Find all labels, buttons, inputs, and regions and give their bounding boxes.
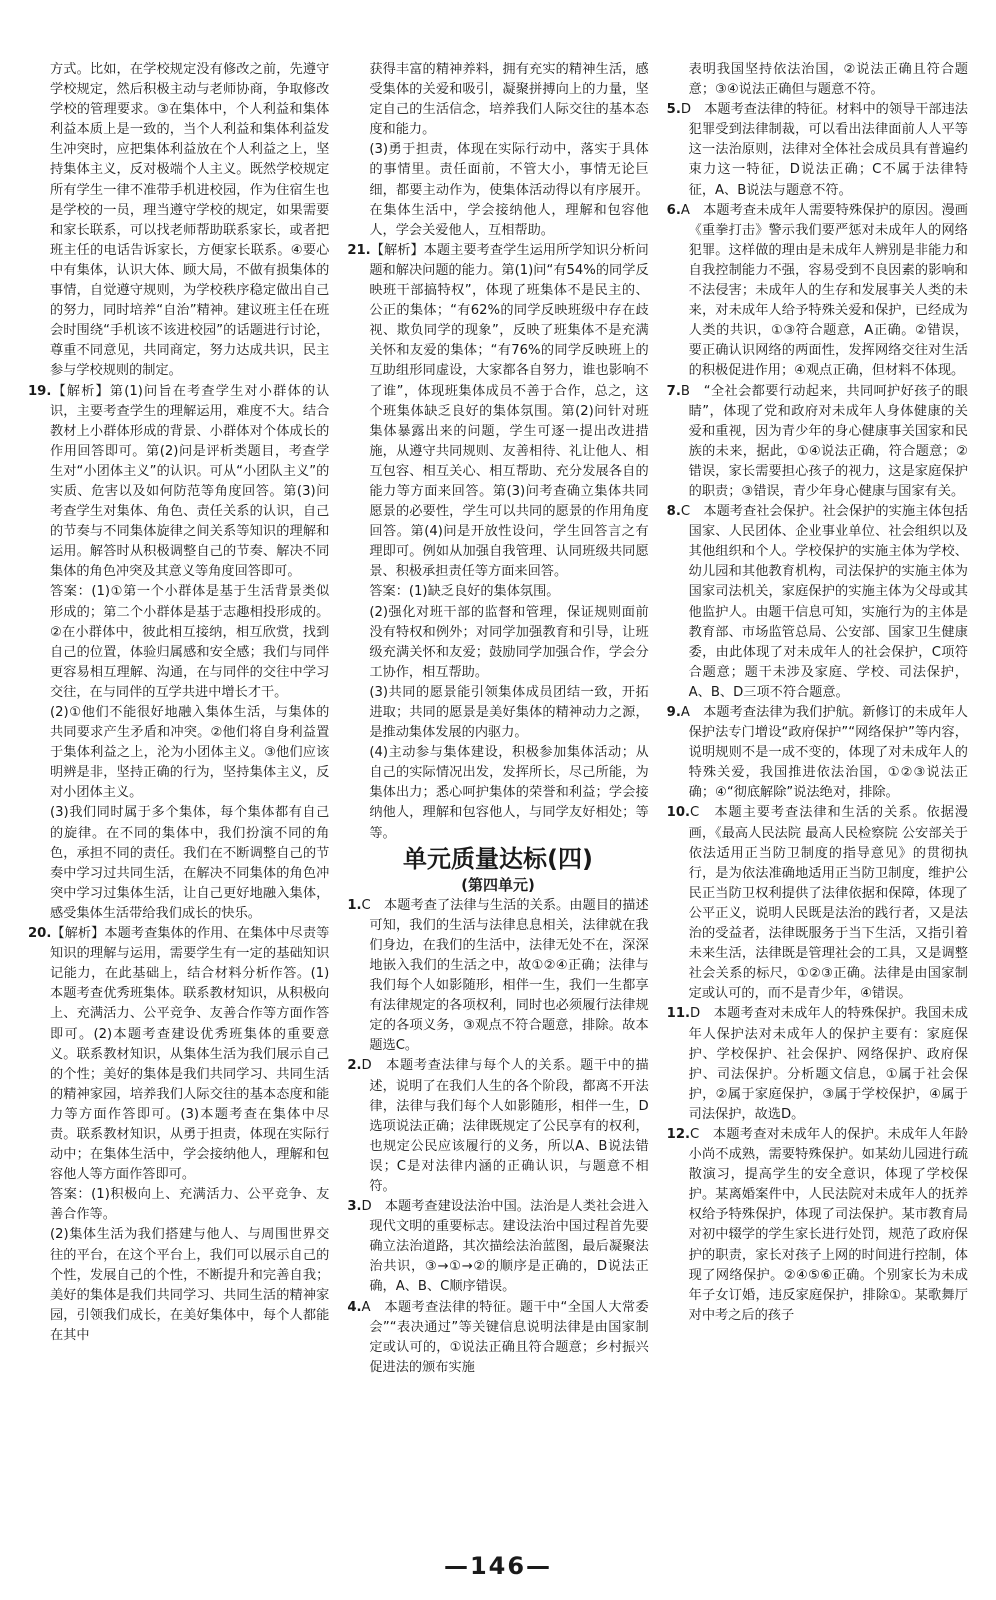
question-answer xyxy=(667,803,968,1004)
answer-text: 【解析】第(1)问旨在考查学生对小群体的认识，主要考查学生的理解运用，难度不大。结合教材上小群体形成的背景、小群体对个体成长的作用回答即可。第(2)问是评析类题目，考查学生对“小团体主义”的认识。可从“小团队主义”的实质、危害以及如何防范等角度回答。第(3)问考查学生对集体、角色、责任关系的认识，自己的节奏与不同集体旋律之间关系等知识的理解和运用。解答时从积极调整自己的节奏、解决不同集体的角色冲突及其意义等角度回答即可。 xyxy=(50,383,330,580)
question-answer xyxy=(667,502,968,703)
question-answer xyxy=(667,100,968,200)
answer-paragraph: 答案：(1)①第一个小群体是基于生活背景类似形成的；第二个小群体是基于志趣相投形成的。②在小群体中，彼此相互接纳，相互欣赏，找到自己的位置，体验归属感和安全感；我们与同伴更容易相互理解、沟通，在与同伴的交往中学习交往，在与同伴的互学共进中增长才干。 xyxy=(50,584,330,700)
answer-paragraph: 获得丰富的精神养料，拥有充实的精神生活，感受集体的关爱和吸引，凝聚拼搏向上的力量，坚定自己的生活信念，培养我们人际交往的基本态度和能力。 xyxy=(369,62,649,138)
question-answer xyxy=(347,1197,648,1297)
answer-paragraph: (2)①他们不能很好地融入集体生活，与集体的共同要求产生矛盾和冲突。②他们将自身利益置于集体利益之上，沦为小团体主义。③他们应该明辨是非，坚持正确的行为，坚持集体主义，反对小团体主义。 xyxy=(50,705,330,801)
question-answer xyxy=(347,1056,648,1197)
answer-text: 【解析】本题考查集体的作用、在集体中尽责等知识的理解与运用，需要学生有一定的基础知识记能力，在此基础上，结合材料分析作答。(1)本题考查优秀班集体。联系教材知识，从积极向上、充满活力、公平竞争、友善合作等方面作答即可。(2)本题考查建设优秀班集体的重要意义。联系教材知识，从集体生活为我们展示自己的个性；美好的集体是我们共同学习、共同生活的精神家园，培养我们人际交往的基本态度和能力等方面作答即可。(3)本题考查在集体中尽责。联系教材知识，从勇于担责，体现在实际行动中；在集体生活中，学会接纳他人，理解和包容他人等方面作答即可。 xyxy=(50,926,330,1183)
question-number: 10. xyxy=(666,805,691,821)
answer-text: 【解析】本题主要考查学生运用所学知识分析问题和解决问题的能力。第(1)问“有54%的同学反映班干部搞特权”，体现了班集体不是民主的、公正的集体；“有62%的同学反映班级中存在歧视、欺负同学的现象”，反映了班集体不是充满关怀和友爱的集体；“有76%的同学反映班上的互助组形同虚设，大家都各自努力，谁也影响不了谁”，体现班集体成员不善于合作，总之，这个班集体缺乏良好的集体氛围。第(2)问针对班集体暴露出来的问题，学生可逐一提出改进措施，从遵守共同规则、友善相待、礼让他人、相互包容、相互关心、相互帮助、充分发展各自的能力等方面来回答。第(3)问考查确立集体共同愿景的必要性，学生可以共同的愿景的作用角度回答。第(4)问是开放性设问，学生回答言之有理即可。例如从加强自我管理、认同班级共同愿景、积极承担责任等方面来回答。 xyxy=(369,242,649,580)
question-number: 6. xyxy=(666,202,681,218)
column-middle xyxy=(347,60,648,1550)
question-number: 12. xyxy=(666,1126,691,1142)
answer-paragraph: (2)集体生活为我们搭建与他人、与周围世界交往的平台，在这个平台上，我们可以展示自己的个性，发展自己的个性，不断提升和完善自我；美好的集体是我们共同学习、共同生活的精神家园，引领我们成长，在美好集体中，每个人都能在其中 xyxy=(50,1227,330,1343)
answer-text: C 本题考查了法律与生活的关系。由题目的描述可知，我们的生活与法律息息相关，法律就在我们身边，在我们的生活中，法律无处不在，深深地嵌入我们的生活之中，故①②④正确；法律与我们每个人如影随形，相伴一生，我们一生都享有法律规定的各项权利，同时也必须履行法律规定的各项义务，③观点不符合题意，排除。故本题选C。 xyxy=(361,897,649,1054)
answer-text: B “全社会都要行动起来，共同呵护好孩子的眼睛”，体现了党和政府对未成年人身体健康的关爱和重视，因为青少年的身心健康事关国家和民族的未来，据此，①④说法正确，符合题意；②错误，家长需要担心孩子的视力，这是家庭保护的职责；③错误，青少年身心健康与国家有关。 xyxy=(680,383,968,499)
question-number: 9. xyxy=(666,705,681,720)
column-left xyxy=(28,60,329,1550)
question-number: 20. xyxy=(28,926,52,942)
question-answer xyxy=(667,703,968,803)
question-answer xyxy=(28,382,329,583)
answer-text: C 本题主要考查法律和生活的关系。依据漫画，《最高人民法院 最高人民检察院 公安部关于依法适用正当防卫制度的指导意见》的贯彻执行，是为依法准确地适用正当防卫制度，维护公民正当防卫权利提供了法律依据和保障，体现了公平正义，说明人民既是法治的践行者，又是法治的受益者，法律既服务于当下生活，又指引着未来生活，法律既是管理社会的工具，又是调整社会关系的标尺，①②③正确。法律是由国家制定或认可的，而不是青少年，④错误。 xyxy=(688,805,968,1002)
answer-text: D 本题考查法律与每个人的关系。题干中的描述，说明了在我们人生的各个阶段，都离不开法律，法律与我们每个人如影随形，相伴一生，D选项说法正确；法律既规定了公民享有的权利，也规定公民应该履行的义务，所以A、B说法错误；C是对法律内涵的正确认识，与题意不相符。 xyxy=(361,1058,649,1194)
question-number: 3. xyxy=(347,1199,362,1215)
question-number: 4. xyxy=(347,1299,362,1315)
answer-key-page xyxy=(28,60,968,1550)
answer-paragraph: (4)主动参与集体建设，积极参加集体活动；从自己的实际情况出发，发挥所长，尽己所能，为集体出力；悉心呵护集体的荣誉和利益；学会接纳他人，理解和包容他人，与同学友好相处；等等。 xyxy=(369,745,649,841)
question-answer xyxy=(28,924,329,1185)
answer-paragraph: (3)勇于担责，体现在实际行动中，落实于具体的事情里。责任面前，不管大小，事情无论巨细，都要主动作为，使集体活动得以有序展开。在集体生活中，学会接纳他人，理解和包容他人，学会关爱他人，互相帮助。 xyxy=(369,142,649,238)
answer-paragraph: (3)共同的愿景能引领集体成员团结一致，开拓进取；共同的愿景是美好集体的精神动力之源，是推动集体发展的内驱力。 xyxy=(369,684,649,741)
column-right xyxy=(667,60,968,1550)
question-answer xyxy=(347,241,648,583)
answer-text: C 本题考查社会保护。社会保护的实施主体包括国家、人民团体、企业事业单位、社会组织以及其他组织和个人。学校保护的实施主体为学校、幼儿园和其他教育机构，司法保护的实施主体为国家司法机关，家庭保护的实施主体为父母或其他监护人。由题干信息可知，实施行为的主体是教育部、市场监管总局、公安部、国家卫生健康委，由此体现了对未成年人的社会保护，C项符合题意；题干未涉及家庭、学校、司法保护，A、B、D三项不符合题意。 xyxy=(680,504,968,700)
answer-text: D 本题考查建设法治中国。法治是人类社会进入现代文明的重要标志。建设法治中国过程首先要确立法治道路，其次描绘法治蓝图，最后凝聚法治共识，③→①→②的顺序是正确的，D说法正确，A、B、C顺序错误。 xyxy=(361,1199,649,1295)
question-answer xyxy=(667,382,968,503)
question-number: 5. xyxy=(666,102,681,118)
section-subtitle: (第四单元) xyxy=(461,875,535,894)
answer-paragraph: 方式。比如，在学校规定没有修改之前，先遵守学校规定，然后积极主动与老师协商，争取修改学校的管理要求。③在集体中，个人利益和集体利益本质上是一致的，当个人利益和集体利益发生冲突时，应把集体利益放在个人利益之上，坚持集体主义，反对极端个人主义。既然学校规定所有学生一律不准带手机进校园，作为住宿生也是学校的一员，理当遵守学校的规定，如果需要和家长联系，可以找老师帮助联系家长，或者把班主任的电话告诉家长，方便家长联系。④要心中有集体，认识大体、顾大局，不做有损集体的事情，自觉遵守规则，为学校秩序稳定做出自己的努力，同时培养“自治”精神。建议班主任在班会时围绕“手机该不该进校园”的话题进行讨论，尊重不同意见，共同商定，努力达成共识，民主参与学校规则的制定。 xyxy=(50,62,330,379)
question-number: 11. xyxy=(666,1006,691,1022)
answer-text: D 本题考查对未成年人的特殊保护。我国未成年人保护法对未成年人的保护主要有：家庭保护、学校保护、社会保护、网络保护、政府保护、司法保护。分析题文信息，①属于社会保护，②属于家庭保护，③属于学校保护，④属于司法保护，故选D。 xyxy=(688,1006,968,1122)
question-number: 19. xyxy=(28,383,52,399)
answer-text: C 本题考查对未成年人的保护。未成年人年龄小尚不成熟，需要特殊保护。如某幼儿园进行疏散演习，提高学生的安全意识，体现了学校保护。某离婚案件中，人民法院对未成年人的抚养权给予特殊保护，体现了司法保护。某市教育局对初中辍学的学生家长进行处罚，规范了政府保护的职责，家长对孩子上网的时间进行控制，体现了网络保护。②④⑤⑥正确。个别家长为未成年子女订婚，违反家庭保护，排除①。某歌舞厅对中考之后的孩子 xyxy=(688,1126,968,1323)
page-number: —146— xyxy=(443,1552,553,1580)
answer-text: A 本题考查法律为我们护航。新修订的未成年人保护法专门增设“政府保护”“网络保护”等内容，说明规则不是一成不变的，体现了对未成年人的特殊关爱，我国推进依法治国，①②③说法正确；④“彻底解除”说法绝对，排除。 xyxy=(680,705,968,801)
question-number: 1. xyxy=(347,897,362,913)
answer-paragraph: (2)强化对班干部的监督和管理，保证规则面前没有特权和例外；对同学加强教育和引导，让班级充满关怀和友爱；鼓励同学加强合作，学会分工协作，相互帮助。 xyxy=(369,604,649,680)
answer-paragraph: 答案：(1)积极向上、充满活力、公平竞争、友善合作等。 xyxy=(50,1187,330,1223)
question-number: 2. xyxy=(347,1058,362,1074)
question-answer xyxy=(667,1004,968,1125)
question-answer xyxy=(667,1125,968,1326)
answer-text: D 本题考查法律的特征。材料中的领导干部违法犯罪受到法律制裁，可以看出法律面前人人平等这一法治原则，法律对全体社会成员具有普遍约束力这一特征，D说法正确；C不属于法律特征，A、B说法与题意不符。 xyxy=(680,102,968,198)
answer-text: A 本题考查法律的特征。题干中“全国人大常委会”“表决通过”等关键信息说明法律是由国家制定或认可的，①说法正确且符合题意；乡村振兴促进法的颁布实施 xyxy=(361,1299,649,1375)
answer-paragraph: 表明我国坚持依法治国，②说法正确且符合题意；③④说法正确但与题意不符。 xyxy=(688,62,968,98)
question-number: 21. xyxy=(347,242,371,258)
question-number: 7. xyxy=(666,383,681,399)
question-answer xyxy=(667,201,968,382)
section-title: 单元质量达标(四) xyxy=(403,844,593,873)
question-number: 8. xyxy=(666,504,681,520)
question-answer xyxy=(347,1298,648,1378)
answer-text: A 本题考查未成年人需要特殊保护的原因。漫画《重拳打击》警示我们要严惩对未成年人的网络犯罪。这样做的理由是未成年人辨别是非能力和自我控制能力不强，容易受到不良因素的影响和不法侵害；未成年人的生存和发展事关人类的未来，对未成年人给予特殊关爱和保护，已经成为人类的共识，①③符合题意，A正确。②错误，要正确认识网络的两面性，发挥网络交往对生活的积极促进作用；④观点正确，但材料不体现。 xyxy=(680,202,968,379)
answer-paragraph: 答案：(1)缺乏良好的集体氛围。 xyxy=(369,584,560,600)
question-answer xyxy=(347,896,648,1057)
answer-paragraph: (3)我们同时属于多个集体，每个集体都有自己的旋律。在不同的集体中，我们扮演不同的角色，承担不同的责任。我们在不断调整自己的节奏中学习过共同生活，在解决不同集体的角色冲突中学习过集体生活，让自己更好地融入集体，感受集体生活带给我们成长的快乐。 xyxy=(50,805,330,921)
